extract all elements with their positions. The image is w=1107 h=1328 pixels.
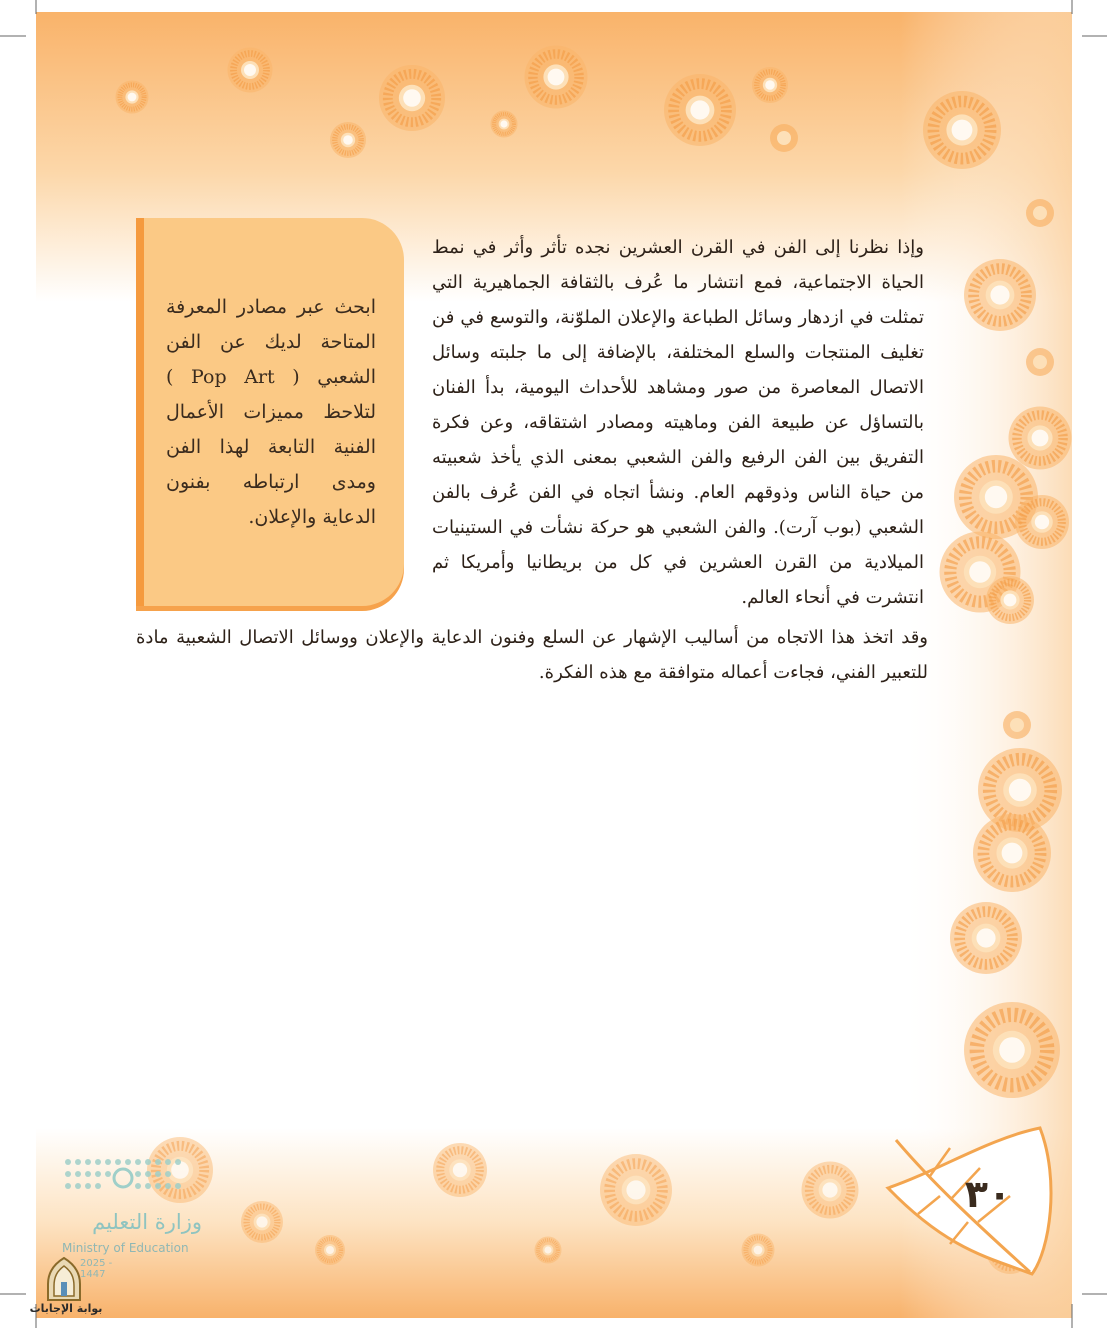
research-activity-text: ابحث عبر مصادر المعرفة المتاحة لديك عن الفن الشعبي ( Pop Art ) لتلاحظ مميزات الأعمال الفنية التابعة لهذا الفن ومدى ارتباطه بفنون الدعاية والإعلان. bbox=[166, 296, 376, 528]
ministry-year: 2025 - 1447 bbox=[80, 1258, 113, 1280]
mosque-lantern-icon bbox=[44, 1256, 84, 1302]
main-paragraph: وإذا نظرنا إلى الفن في القرن العشرين نجده تأثر وأثر في نمط الحياة الاجتماعية، فمع انتشار ما عُرف بالثقافة الجماهيرية التي تمثلت في ازدهار وسائل الطباعة والإعلان الملوّنة، والتوسع في فن تغليف المنتجات والسلع المختلفة، بالإضافة إلى ما جلبته وسائل الاتصال المعاصرة من صور ومشاهد للأحداث اليومية، بدأ الفنان بالتساؤل عن طبيعة الفن وماهيته ومصادر اشتقاقه، وعن فكرة التفريق بين الفن الرفيع والفن الشعبي بمعنى الذي يأخذ شعبيته من حياة الناس وذوقهم العام. ونشأ اتجاه في الفن عُرف بالفن الشعبي (بوب آرت). والفن الشعبي هو حركة نشأت في الستينيات الميلادية من القرن العشرين في كل من بريطانيا وأمريكا ثم انتشرت في أنحاء العالم. bbox=[432, 237, 924, 608]
page-number: ٣٠ bbox=[964, 1172, 1012, 1216]
ministry-name-arabic: وزارة التعليم bbox=[92, 1210, 202, 1234]
research-activity-box bbox=[136, 218, 404, 606]
continuation-paragraph: وقد اتخذ هذا الاتجاه من أساليب الإشهار عن السلع وفنون الدعاية والإعلان ووسائل الاتصال الشعبية مادة للتعبير الفني، فجاءت أعماله متوافقة مع هذه الفكرة. bbox=[136, 627, 928, 683]
ministry-name-english: Ministry of Education bbox=[62, 1241, 189, 1255]
watermark-label: بوابة الإجابات bbox=[29, 1302, 103, 1315]
